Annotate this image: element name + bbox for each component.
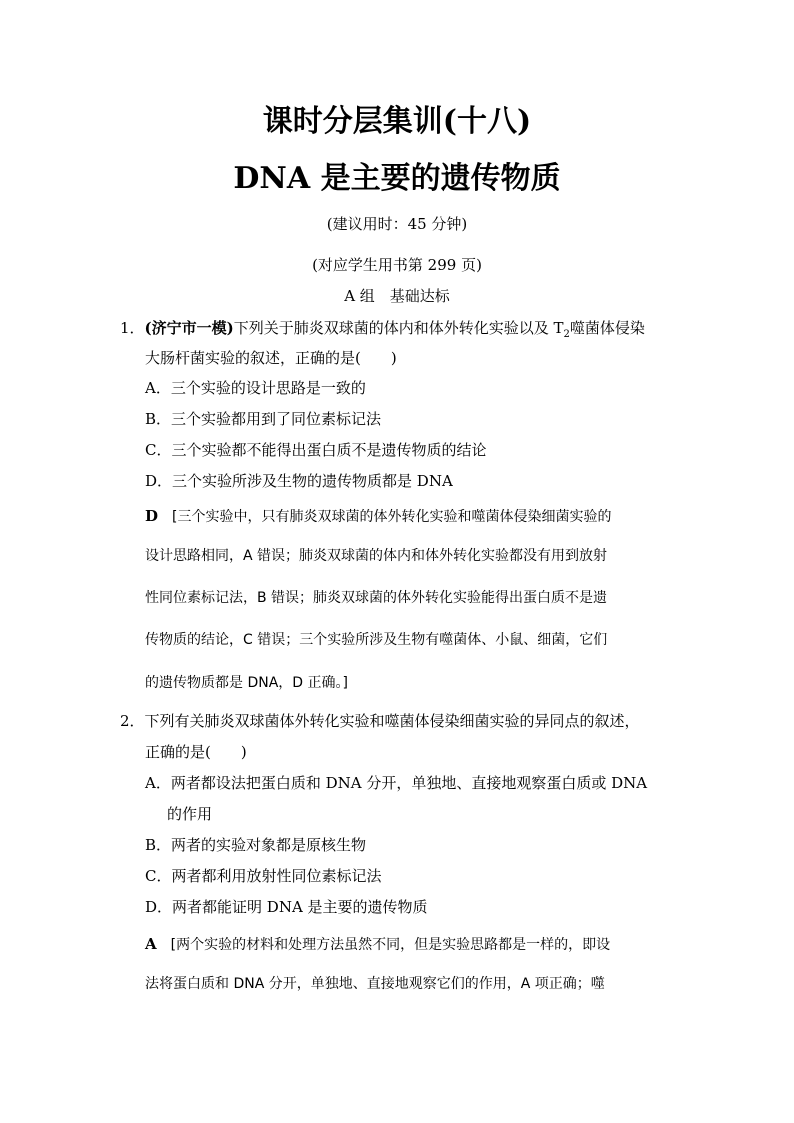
question-2-option-a-line2: 的作用 [167,805,213,823]
question-2-answer-key: A [145,935,157,953]
question-1-subscript: 2 [563,329,570,340]
group-heading: A 组 基础达标 [344,287,450,305]
question-2-option-c: C．两者都利用放射性同位素标记法 [145,867,382,885]
question-2-explanation-line2: 法将蛋白质和 DNA 分开，单独地、直接地观察它们的作用，A 项正确；噬 [145,976,605,992]
question-1-explanation-text1: [三个实验中，只有肺炎双球菌的体外转化实验和噬菌体侵染细菌实验的 [172,509,612,525]
question-1-option-c: C．三个实验都不能得出蛋白质不是遗传物质的结论 [145,441,487,459]
question-1-source: (济宁市一模) [144,319,234,337]
question-1-stem-a: 下列关于肺炎双球菌的体内和体外转化实验以及 T [233,319,564,337]
question-2-stem-text1: 下列有关肺炎双球菌体外转化实验和噬菌体侵染细菌实验的异同点的叙述， [144,712,640,730]
question-1-option-b: B．三个实验都用到了同位素标记法 [145,410,382,428]
question-1-stem-line1 [120,318,645,345]
question-2-number: 2． [120,712,145,730]
question-2-option-d: D．两者都能证明 DNA 是主要的遗传物质 [145,898,428,916]
question-2-option-a-line1: A．两者都设法把蛋白质和 DNA 分开，单独地、直接地观察蛋白质或 DNA [145,774,648,792]
question-1-answer-key: D [145,507,159,525]
question-2-stem-line2: 正确的是( ) [145,743,247,761]
reference-note: (对应学生用书第 299 页) [312,256,482,274]
question-2-option-b: B．两者的实验对象都是原核生物 [145,836,367,854]
question-1-explanation-line2: 设计思路相同，A 错误；肺炎双球菌的体内和体外转化实验都没有用到放射 [145,548,608,564]
question-1-explanation-line1 [145,506,611,527]
question-1-stem-line2: 大肠杆菌实验的叙述，正确的是( ) [145,349,397,367]
page-title: 课时分层集训(十八) [262,104,532,139]
question-1-option-a: A．三个实验的设计思路是一致的 [145,379,366,397]
question-1-explanation-line3: 性同位素标记法，B 错误；肺炎双球菌的体外转化实验能得出蛋白质不是遗 [145,590,608,606]
question-2-stem-line1 [120,711,640,731]
page-subtitle: DNA 是主要的遗传物质 [233,161,561,196]
question-2-explanation-text1: [两个实验的材料和处理方法虽然不同，但是实验思路都是一样的，即设 [170,937,611,953]
time-note: (建议用时：45 分钟) [326,215,468,233]
question-2-explanation-line1 [145,934,610,955]
question-1-option-d: D．三个实验所涉及生物的遗传物质都是 DNA [145,472,453,490]
question-1-explanation-line4: 传物质的结论，C 错误；三个实验所涉及生物有噬菌体、小鼠、细菌，它们 [145,632,608,648]
question-1-number: 1． [120,319,145,337]
question-1-stem-b: 噬菌体侵染 [569,319,645,337]
question-1-explanation-line5: 的遗传物质都是 DNA，D 正确。] [145,675,348,691]
